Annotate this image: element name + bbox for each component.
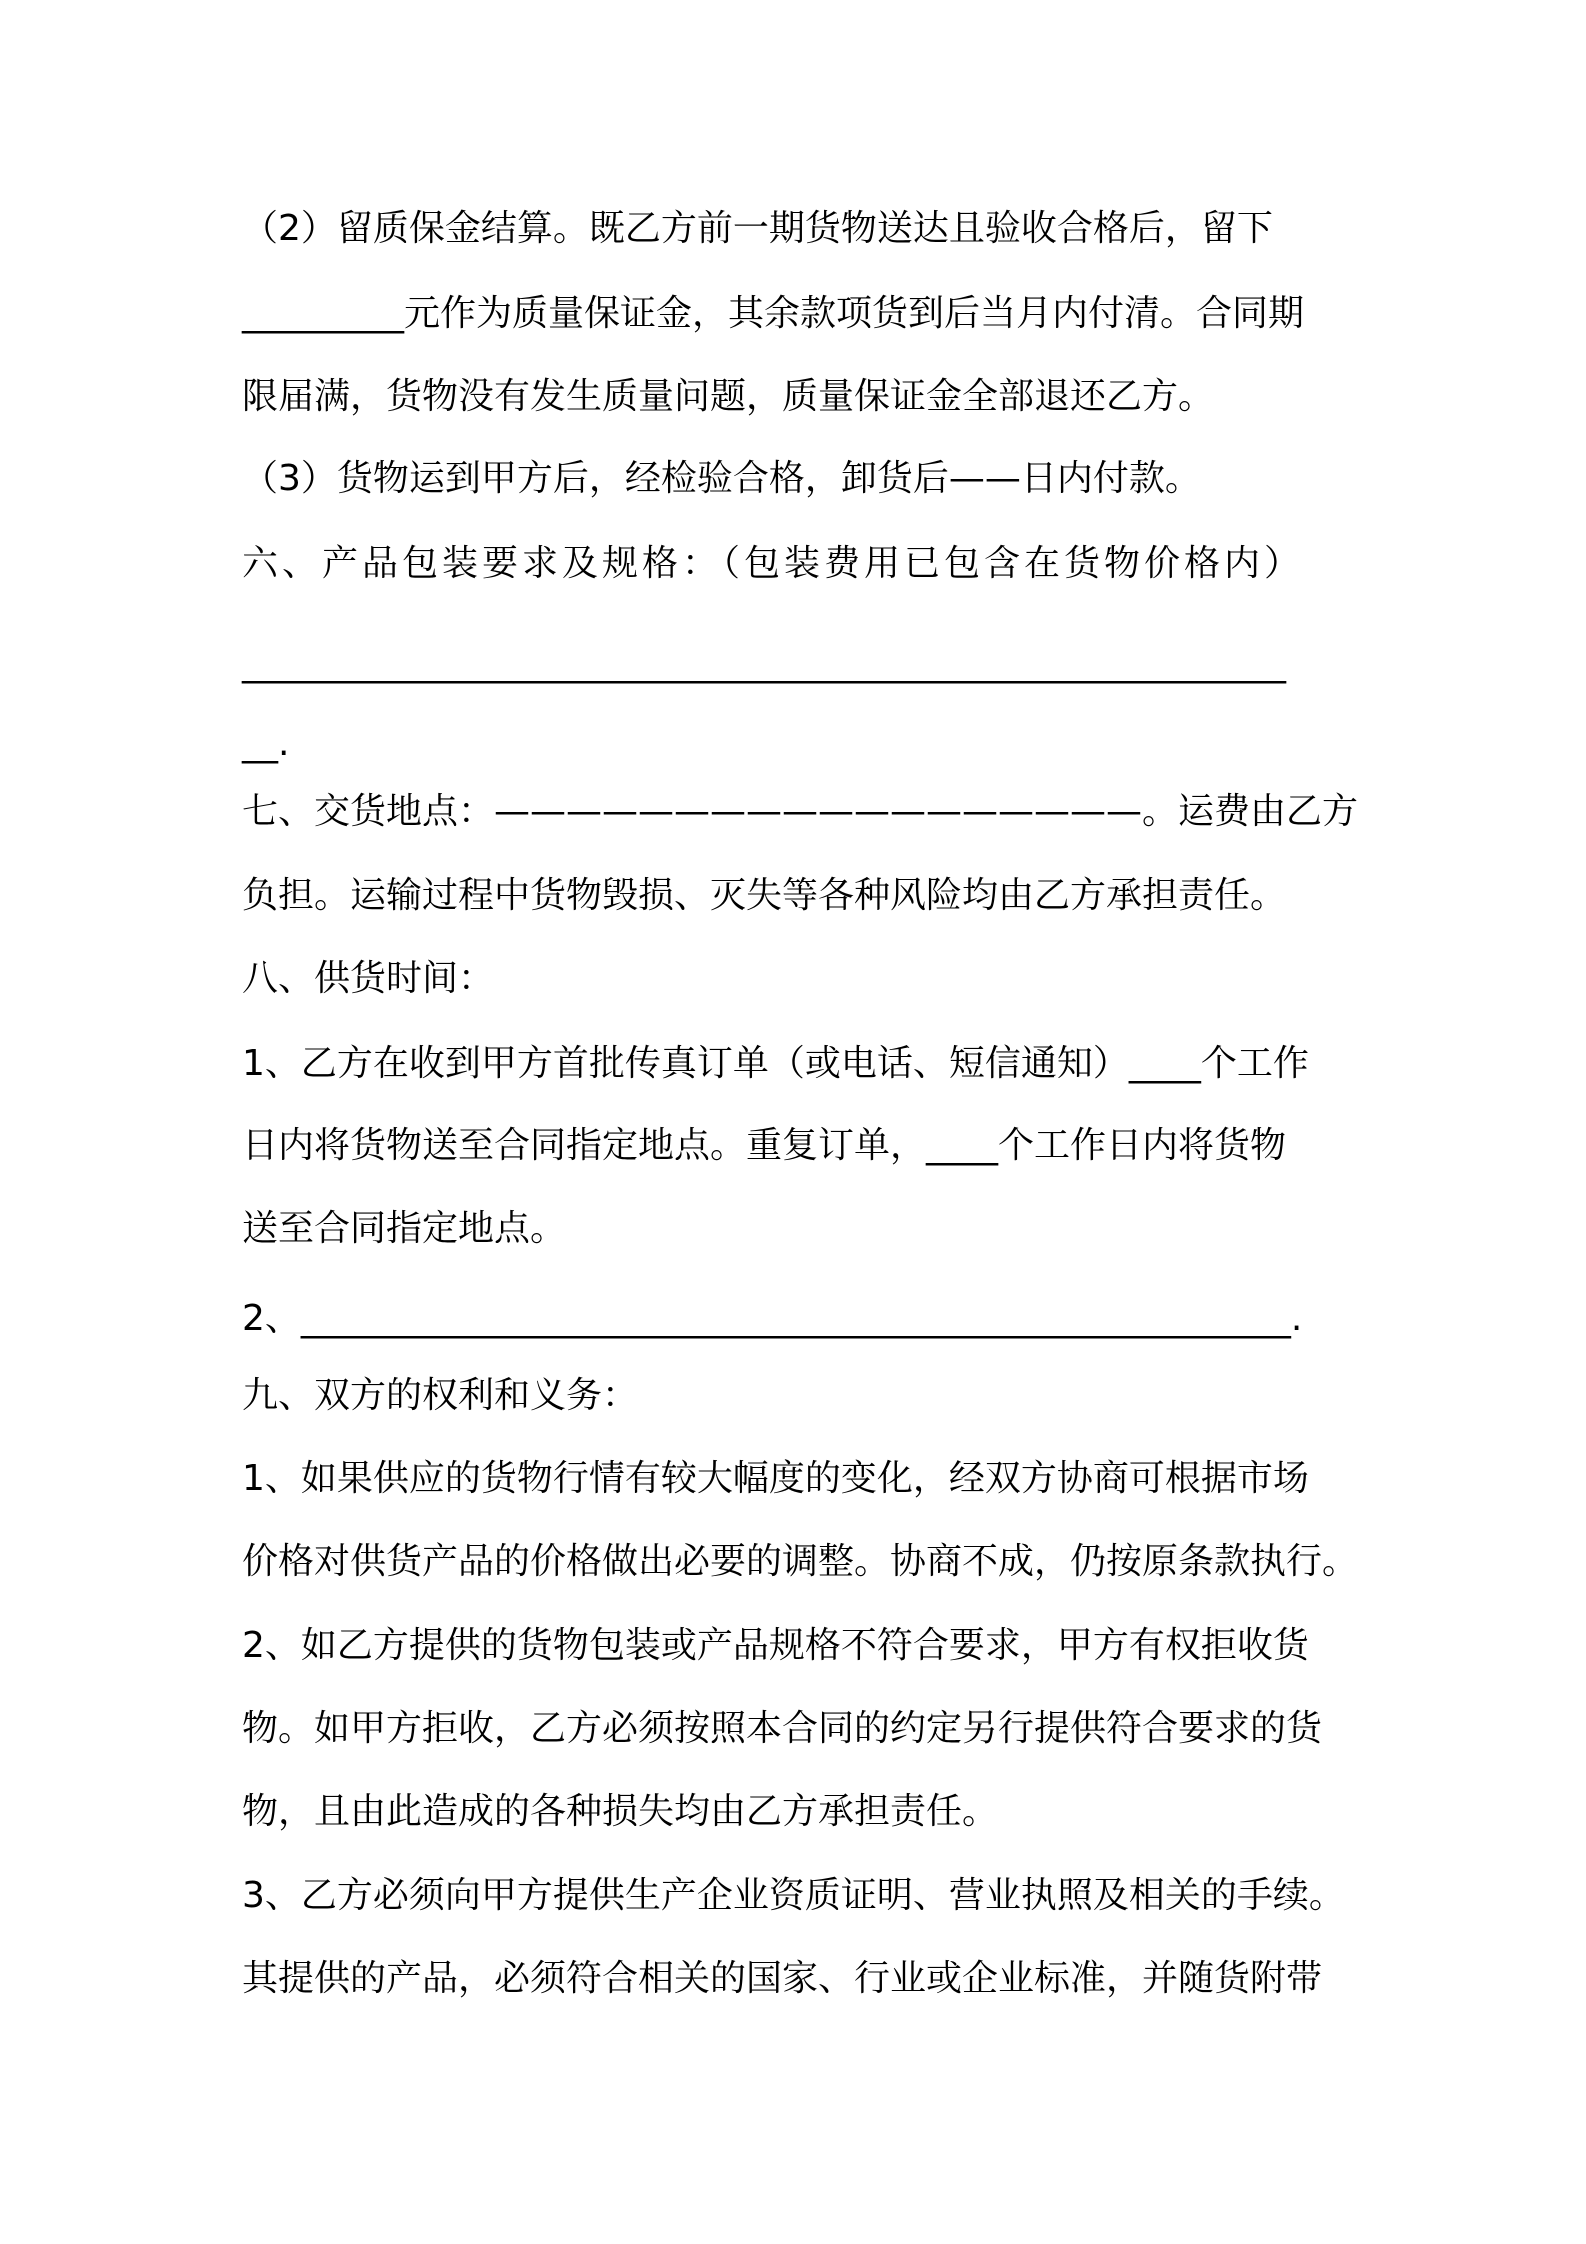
blank-fill-line: __. <box>242 723 290 764</box>
section-heading: 八、供货时间： <box>242 958 495 999</box>
blank-fill-line: __________________________________________________________ <box>242 643 1286 684</box>
paragraph-line: （2）留质保金结算。既乙方前一期货物送达且验收合格后，留下 <box>242 208 1273 249</box>
section-heading: 九、双方的权利和义务： <box>242 1375 639 1416</box>
paragraph-line: 2、如乙方提供的货物包装或产品规格不符合要求，甲方有权拒收货 <box>242 1625 1309 1666</box>
paragraph-line: 1、乙方在收到甲方首批传真订单（或电话、短信通知）____个工作 <box>242 1043 1309 1084</box>
paragraph-line: 其提供的产品，必须符合相关的国家、行业或企业标准，并随货附带 <box>242 1958 1323 1999</box>
section-heading: 七、交货地点：——————————————————。运费由乙方 <box>242 791 1359 832</box>
paragraph-line: 限届满，货物没有发生质量问题，质量保证金全部退还乙方。 <box>242 376 1215 417</box>
paragraph-line: 物，且由此造成的各种损失均由乙方承担责任。 <box>242 1791 999 1832</box>
paragraph-line: （3）货物运到甲方后，经检验合格，卸货后——日内付款。 <box>242 458 1201 499</box>
paragraph-line: 负担。运输过程中货物毁损、灭失等各种风险均由乙方承担责任。 <box>242 875 1287 916</box>
paragraph-line: 日内将货物送至合同指定地点。重复订单，____个工作日内将货物 <box>242 1125 1287 1166</box>
blank-fill-line: 2、_______________________________________________________. <box>242 1298 1303 1339</box>
section-heading: 六、产品包装要求及规格：（包装费用已包含在货物价格内） <box>242 543 1305 584</box>
paragraph-line: 1、如果供应的货物行情有较大幅度的变化，经双方协商可根据市场 <box>242 1458 1309 1499</box>
paragraph-line: 物。如甲方拒收，乙方必须按照本合同的约定另行提供符合要求的货 <box>242 1708 1323 1749</box>
paragraph-line: _________元作为质量保证金，其余款项货到后当月内付清。合同期 <box>242 293 1305 334</box>
paragraph-line: 3、乙方必须向甲方提供生产企业资质证明、营业执照及相关的手续。 <box>242 1875 1345 1916</box>
paragraph-line: 送至合同指定地点。 <box>242 1208 567 1249</box>
paragraph-line: 价格对供货产品的价格做出必要的调整。协商不成，仍按原条款执行。 <box>242 1541 1359 1582</box>
